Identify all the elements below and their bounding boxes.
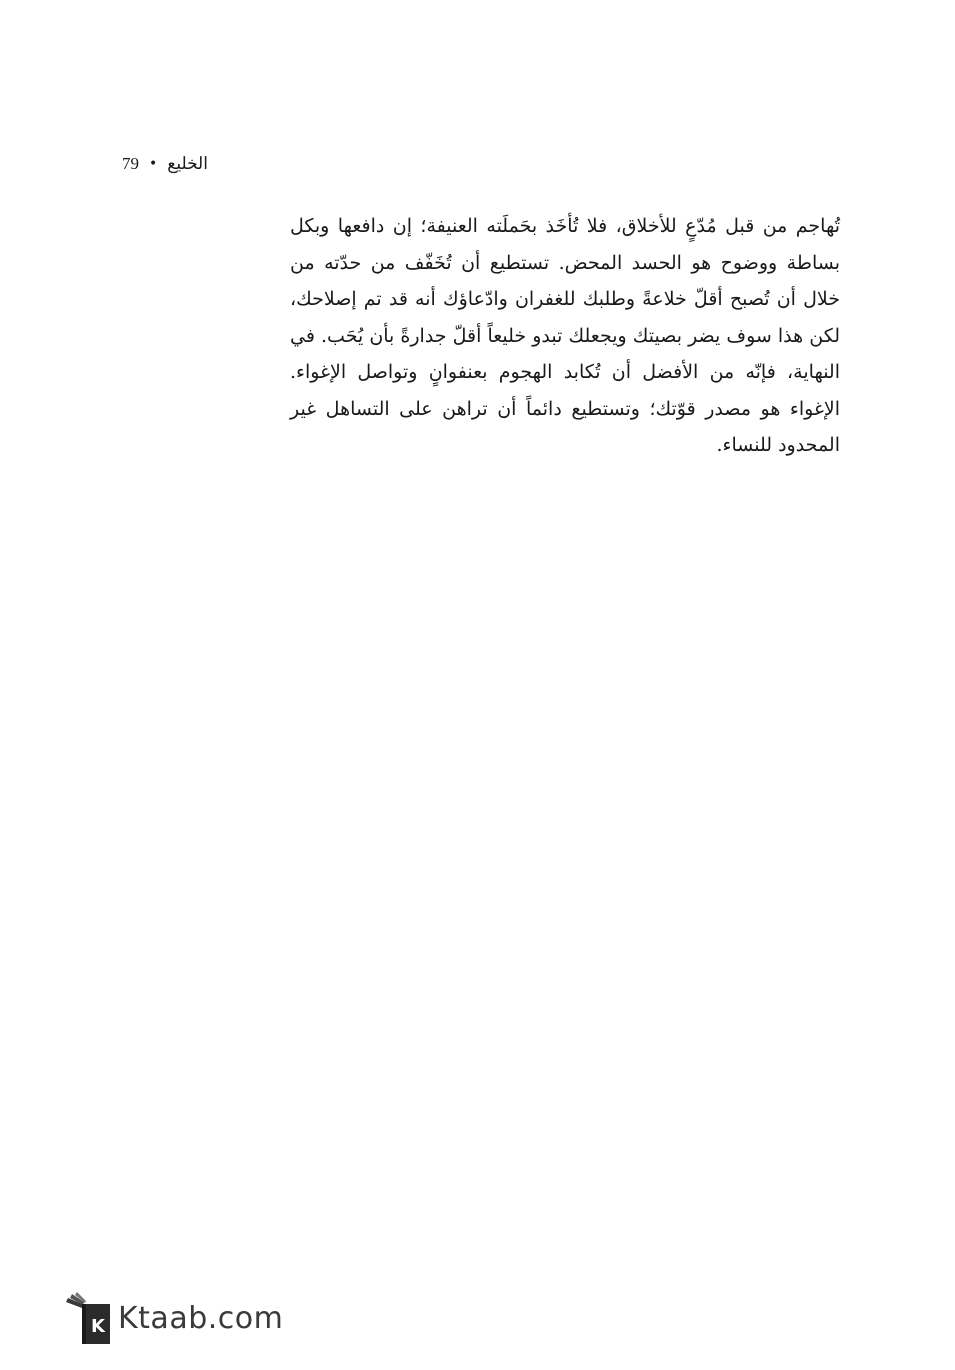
running-title: الخليع bbox=[167, 154, 208, 174]
logo-text: Ktaab.com bbox=[118, 1300, 284, 1336]
header-bullet: • bbox=[149, 156, 158, 172]
book-icon bbox=[52, 1290, 110, 1346]
logo-letter: K bbox=[91, 1316, 105, 1337]
body-paragraph: تُهاجم من قبل مُدّعٍ للأخلاق، فلا تُأخَذ بحَملَته العنيفة؛ إن دافعها وبكل بساطة ووضوح هو الحسد المحض. تستطيع أن تُخَفّف من حدّته من خلال أن تُصبح أقلّ خلاعةً وطلبك للغفران وادّعاؤك أنه قد تم إصلاحك، لكن هذا سوف يضر بصيتك ويجعلك تبدو خليعاً أقلّ جدارةً بأن يُحَب. في النهاية، فإنّه من الأفضل أن تُكابد الهجوم بعنفوانٍ وتواصل الإغواء. الإغواء هو مصدر قوّتك؛ وتستطيع دائماً أن تراهن على التساهل غير المحدود للنساء. bbox=[290, 215, 840, 456]
running-header bbox=[122, 150, 208, 178]
page-number: 79 bbox=[122, 154, 139, 173]
site-logo[interactable] bbox=[52, 1288, 283, 1348]
